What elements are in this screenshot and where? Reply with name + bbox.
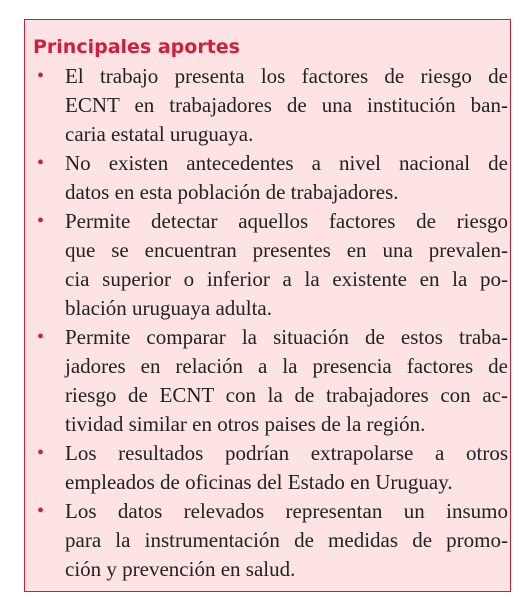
box-title: Principales aportes [33, 36, 240, 58]
list-item-line: El trabajo presenta los factores de riesgo de [65, 64, 508, 88]
bullet-icon: • [37, 65, 45, 87]
list-item [35, 62, 508, 149]
list-item-line: ción y prevención en salud. [65, 557, 296, 581]
list-item-line: riesgo de ECNT con la de trabajadores con ac- [65, 383, 508, 407]
list-item [35, 207, 508, 323]
bullet-icon: • [37, 326, 45, 348]
list-item-line: jadores en relación a la presencia factores de [65, 354, 508, 378]
bullet-list [35, 62, 508, 584]
bullet-icon: • [37, 442, 45, 464]
bullet-icon: • [37, 152, 45, 174]
list-item [35, 149, 508, 207]
list-item-line: Los datos relevados representan un insumo [65, 499, 508, 523]
list-item-line: empleados de oficinas del Estado en Uruguay. [65, 470, 453, 494]
list-item-line: Los resultados podrían extrapolarse a otros [65, 441, 508, 465]
list-item-line: datos en esta población de trabajadores. [65, 180, 399, 204]
list-item-line: Permite comparar la situación de estos traba- [65, 325, 508, 349]
highlight-box [24, 19, 511, 592]
list-item [35, 497, 508, 584]
list-item-line: cia superior o inferior a la existente en la po- [65, 267, 508, 291]
bullet-icon: • [37, 210, 45, 232]
list-item [35, 323, 508, 439]
list-item [35, 439, 508, 497]
list-item-line: para la instrumentación de medidas de promo- [65, 528, 508, 552]
list-item-line: que se encuentran presentes en una prevalen- [65, 238, 508, 262]
list-item-line: blación uruguaya adulta. [65, 296, 273, 320]
list-item-line: ECNT en trabajadores de una institución ban- [65, 93, 508, 117]
list-item-line: No existen antecedentes a nivel nacional de [65, 151, 508, 175]
list-item-line: Permite detectar aquellos factores de riesgo [65, 209, 508, 233]
bullet-icon: • [37, 500, 45, 522]
list-item-line: caria estatal uruguaya. [65, 122, 254, 146]
list-item-line: tividad similar en otros paises de la región. [65, 412, 426, 436]
